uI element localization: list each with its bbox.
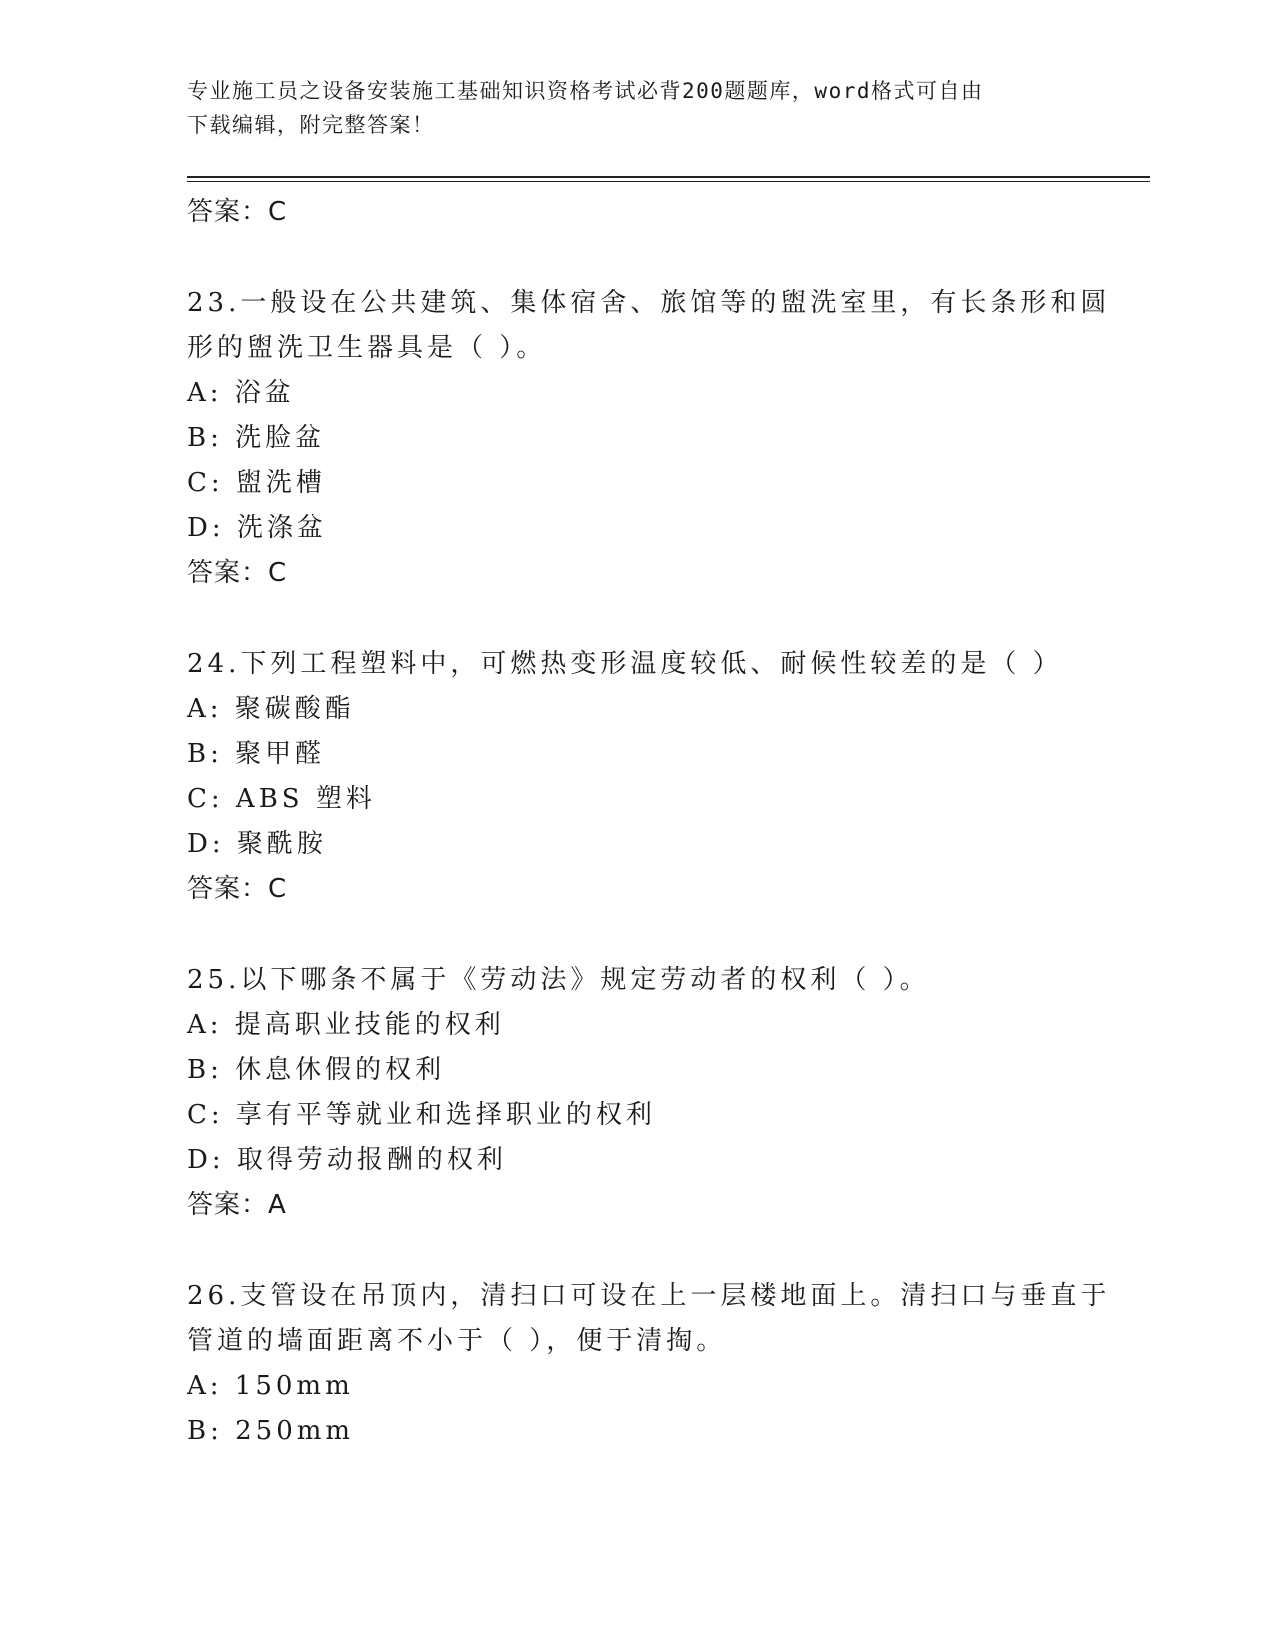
option-c: C: 盥洗槽: [187, 468, 326, 498]
answer-line: 答案：C: [187, 874, 288, 904]
option-d: D: 洗涤盆: [187, 513, 327, 543]
header-divider-top: [187, 176, 1150, 178]
option-a: A: 聚碳酸酯: [187, 694, 355, 724]
question-line: 25.以下哪条不属于《劳动法》规定劳动者的权利（ ）。: [187, 965, 930, 995]
option-a: A: 浴盆: [187, 378, 295, 408]
header-line-2: 下载编辑，附完整答案！: [187, 113, 435, 137]
answer-line: 答案：C: [187, 197, 288, 227]
option-a: A: 150mm: [187, 1371, 354, 1401]
question-line: 26.支管设在吊顶内，清扫口可设在上一层楼地面上。清扫口与垂直于: [187, 1281, 1111, 1311]
option-d: D: 聚酰胺: [187, 829, 327, 859]
option-b: B: 洗脸盆: [187, 423, 326, 453]
option-a: A: 提高职业技能的权利: [187, 1010, 505, 1040]
question-list: [187, 190, 1147, 1454]
question-text: [187, 281, 1147, 371]
question-text: [187, 1274, 1147, 1364]
question-text: [187, 958, 1147, 1003]
option-b: B: 250mm: [187, 1416, 355, 1446]
option-b: B: 休息休假的权利: [187, 1055, 446, 1085]
header-divider-bottom: [187, 181, 1150, 182]
answer-line: 答案：A: [187, 1190, 287, 1220]
question-text: [187, 642, 1147, 687]
option-c: C: ABS 塑料: [187, 784, 376, 814]
question-line: 管道的墙面距离不小于（ ），便于清掏。: [187, 1326, 727, 1356]
option-b: B: 聚甲醛: [187, 739, 326, 769]
option-d: D: 取得劳动报酬的权利: [187, 1145, 507, 1175]
document-header: [187, 74, 1087, 142]
question-line: 24.下列工程塑料中，可燃热变形温度较低、耐候性较差的是（ ）: [187, 649, 1063, 679]
question-line: 23.一般设在公共建筑、集体宿舍、旅馆等的盥洗室里，有长条形和圆: [187, 288, 1111, 318]
option-c: C: 享有平等就业和选择职业的权利: [187, 1100, 656, 1130]
question-line: 形的盥洗卫生器具是（ ）。: [187, 333, 547, 363]
answer-line: 答案：C: [187, 558, 288, 588]
header-line-1: 专业施工员之设备安装施工基础知识资格考试必背200题题库，word格式可自由: [187, 79, 984, 103]
